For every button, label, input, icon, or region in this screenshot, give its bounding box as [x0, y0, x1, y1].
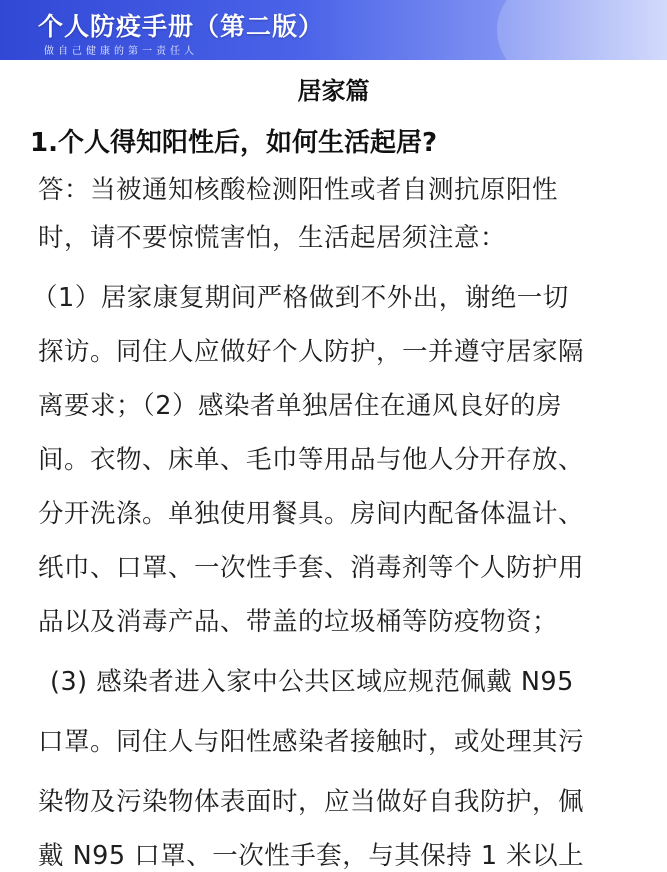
body-line: 探访。同住人应做好个人防护，一并遵守居家隔 — [38, 337, 585, 367]
body-line: 间。衣物、床单、毛巾等用品与他人分开存放、 — [38, 445, 585, 475]
body-line: （1）居家康复期间严格做到不外出，谢绝一切 — [32, 283, 569, 313]
body-line: 纸巾、口罩、一次性手套、消毒剂等个人防护用 — [38, 553, 585, 583]
article-content — [0, 60, 667, 871]
body-line: (3) 感染者进入家中公共区域应规范佩戴 N95 — [50, 667, 574, 697]
question-heading: 1.个人得知阳性后，如何生活起居? — [30, 128, 438, 158]
header-banner — [0, 0, 667, 60]
body-line: 口罩。同住人与阳性感染者接触时，或处理其污 — [38, 727, 585, 757]
section-heading: 居家篇 — [297, 77, 370, 105]
banner-subtitle: 做自己健康的第一责任人 — [44, 46, 198, 57]
body-line: 染物及污染物体表面时，应当做好自我防护，佩 — [38, 787, 585, 817]
banner-title: 个人防疫手册（第二版） — [38, 12, 325, 41]
body-line: 答：当被通知核酸检测阳性或者自测抗原阳性 — [38, 175, 559, 205]
body-line: 分开洗涤。单独使用餐具。房间内配备体温计、 — [38, 499, 585, 529]
banner-decoration — [497, 0, 667, 60]
body-line: 戴 N95 口罩、一次性手套，与其保持 1 米以上 — [38, 841, 585, 871]
body-line: 品以及消毒产品、带盖的垃圾桶等防疫物资； — [38, 607, 559, 637]
body-line: 时，请不要惊慌害怕，生活起居须注意： — [38, 223, 507, 253]
body-line: 离要求；（2）感染者单独居住在通风良好的房 — [38, 391, 562, 421]
